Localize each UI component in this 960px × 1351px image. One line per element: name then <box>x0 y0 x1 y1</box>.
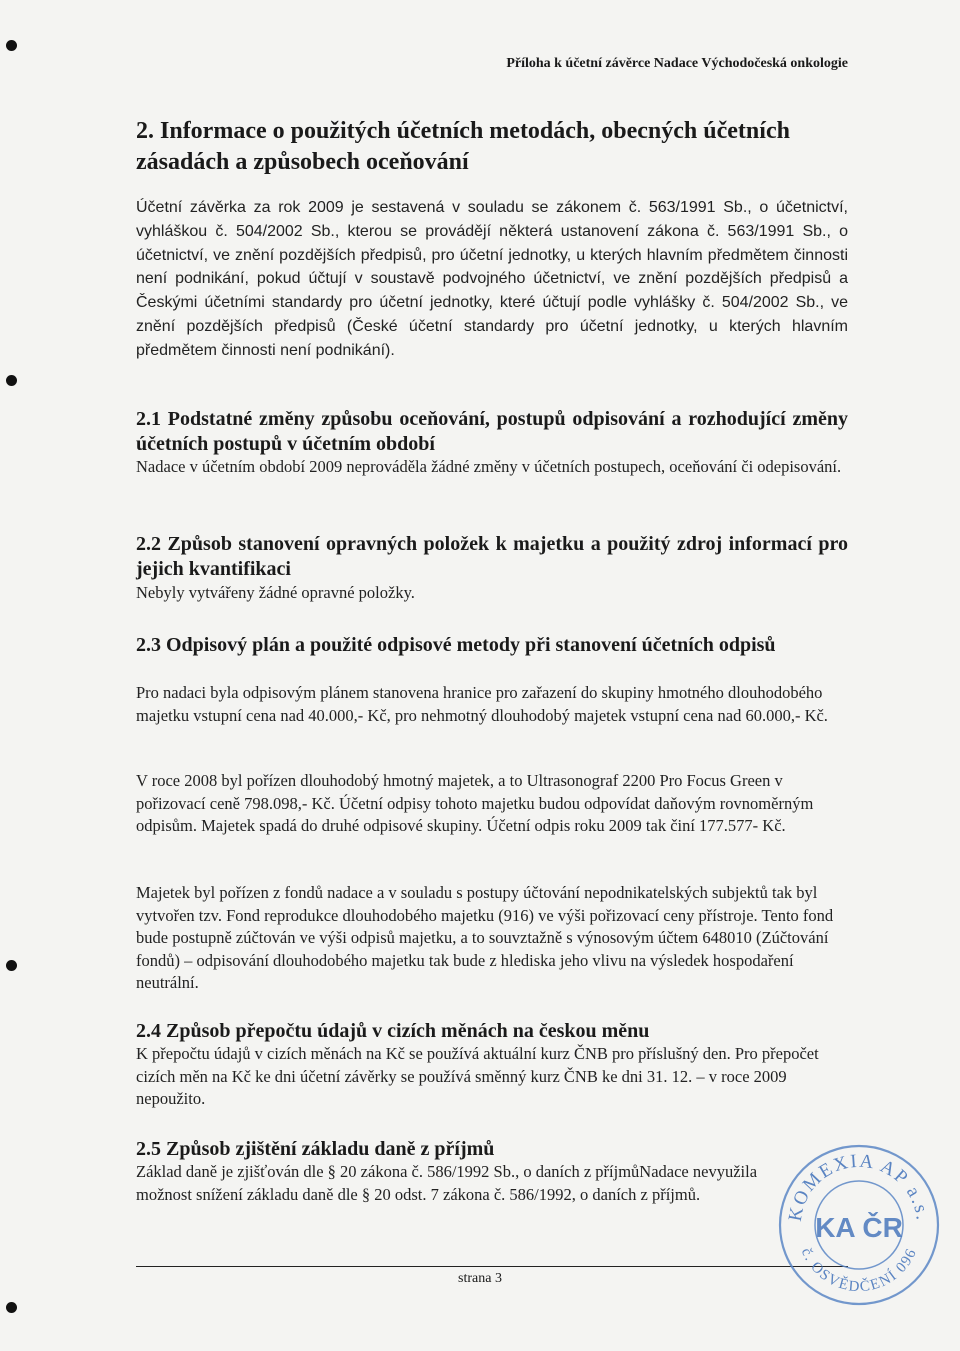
stamp-center-text: KA ČR <box>815 1212 903 1243</box>
section-2-3-title: 2.3 Odpisový plán a použité odpisové metody při stanovení účetních odpisů <box>136 634 776 656</box>
section-2-3-text-2: V roce 2008 byl pořízen dlouhodobý hmotný majetek, a to Ultrasonograf 2200 Pro Focus Green v pořizovací ceně 798.098,- Kč. Účetní odpisy tohoto majetku budou odpovídat daňovým rovnoměrným odpisům. Majetek spadá do druhé odpisové skupiny. Účetní odpis roku 2009 tak činí 177.577- Kč. <box>136 771 814 835</box>
punch-hole <box>6 1302 17 1313</box>
section-2-4-title: 2.4 Způsob přepočtu údajů v cizích měnách na českou měnu <box>136 1020 650 1042</box>
footer-divider <box>136 1266 848 1267</box>
section-2-5-text: Základ daně je zjišťován dle § 20 zákona č. 586/1992 Sb., o daních z příjmůNadace nevyužila možnost snížení základu daně dle § 20 odst. 7 zákona č. 586/1992, o daních z příjmů. <box>136 1162 758 1204</box>
section-2-1-title: 2.1 Podstatné změny způsobu oceňování, postupů odpisování a rozhodující změny účetních postupů v účetním období <box>136 408 848 455</box>
auditor-stamp <box>776 1142 942 1308</box>
punch-hole <box>6 375 17 386</box>
punch-hole <box>6 40 17 51</box>
punch-hole <box>6 960 17 971</box>
section-2-4-text: K přepočtu údajů v cizích měnách na Kč se používá aktuální kurz ČNB pro příslušný den. Pro přepočet cizích měn na Kč ke dni účetní závěrky se používá směnný kurz ČNB ke dni 31. 12. – v roce 2009 nepoužito. <box>136 1044 819 1108</box>
section-2-1-text: Nadace v účetním období 2009 neprováděla žádné změny v účetních postupech, oceňování či odepisování. <box>136 457 842 476</box>
section-2-2-text: Nebyly vytvářeny žádné opravné položky. <box>136 583 415 602</box>
section-2-3-text-3: Majetek byl pořízen z fondů nadace a v souladu s postupy účtování nepodnikatelských subjektů tak byl vytvořen tzv. Fond reprodukce dlouhodobého majetku (916) ve výši pořizovací ceny přístroje. Tento fond bude postupně zúčtován ve výši odpisů majetku, a to souvztažně s výnosovým účtem 648010 (Zúčtování fondů) – odpisování dlouhodobého majetku tak bude z hlediska jeho vlivu na výsledek hospodaření neutrální. <box>136 883 834 992</box>
intro-paragraph: Účetní závěrka za rok 2009 je sestavená v souladu se zákonem č. 563/1991 Sb., o účetnictví, vyhláškou č. 504/2002 Sb., kterou se provádějí některá ustanovení zákona č. 563/1991 Sb., o účetnictví, ve znění pozdějších předpisů, pro účetní jednotky, u kterých hlavním předmětem činnosti není podnikání, pokud účtují v soustavě podvojného účetnictví, ve znění pozdějších předpisů a Českými účetními standardy pro účetní jednotky, které účtují podle vyhlášky č. 504/2002 Sb., ve znění pozdějších předpisů (České účetní standardy pro účetní jednotky, u kterých hlavním předmětem činnosti není podnikání). <box>136 199 848 359</box>
page-title: 2. Informace o použitých účetních metodách, obecných účetních zásadách a způsobech oceňování <box>136 118 790 175</box>
section-2-5-title: 2.5 Způsob zjištění základu daně z příjmů <box>136 1138 495 1160</box>
section-2-3-text-1: Pro nadaci byla odpisovým plánem stanovena hranice pro zařazení do skupiny hmotného dlouhodobého majetku vstupní cena nad 40.000,- Kč, pro nehmotný dlouhodobý majetek vstupní cena nad 60.000,- Kč. <box>136 683 828 725</box>
svg-text:č. OSVĚDČENÍ 096 <box>798 1246 921 1296</box>
header-note: Příloha k účetní závěrce Nadace Východočeská onkologie <box>506 56 848 71</box>
stamp-bottom-text: č. OSVĚDČENÍ 096 <box>797 1245 921 1296</box>
stamp-top-text: KOMEXIA AP a.s. <box>784 1150 933 1223</box>
page-number: strana 3 <box>458 1271 502 1286</box>
section-2-2-title: 2.2 Způsob stanovení opravných položek k majetku a použitý zdroj informací pro jejich kvantifikaci <box>136 533 848 580</box>
